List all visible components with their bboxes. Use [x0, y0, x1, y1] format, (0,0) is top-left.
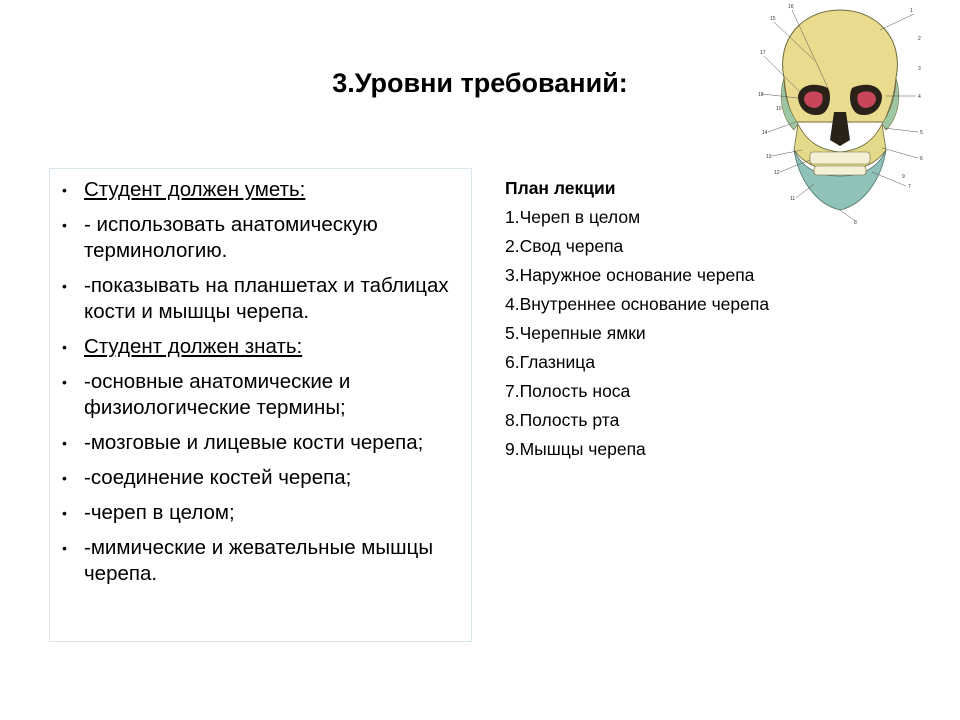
skull-number-label: 9	[902, 174, 905, 180]
lower-teeth	[814, 166, 866, 175]
requirement-text: -мозговые и лицевые кости черепа;	[84, 431, 424, 454]
bullet-icon: •	[62, 374, 67, 390]
lecture-plan-item: 4.Внутреннее основание черепа	[505, 294, 770, 314]
skull-number-label: 13	[766, 154, 772, 160]
requirements-list	[50, 169, 471, 587]
requirement-item	[50, 369, 471, 421]
skull-number-label: 18	[758, 92, 764, 98]
skull-number-label: 7	[908, 184, 911, 190]
bullet-icon: •	[62, 540, 67, 556]
lecture-plan-title: План лекции	[505, 178, 616, 198]
requirement-text: Студент должен уметь:	[84, 178, 306, 201]
skull-number-label: 1	[910, 8, 913, 14]
skull-number-label: 4	[918, 94, 921, 100]
bullet-icon: •	[62, 435, 67, 451]
lecture-plan-item: 1.Череп в целом	[505, 207, 641, 227]
requirement-item	[50, 535, 471, 587]
teeth-row	[810, 152, 870, 164]
requirement-text: -мимические и жевательные мышцы черепа.	[84, 536, 434, 585]
lecture-plan-item: 9.Мышцы черепа	[505, 439, 646, 459]
skull-number-label: 15	[770, 16, 776, 22]
skull-illustration	[754, 0, 924, 228]
requirement-text: -соединение костей черепа;	[84, 466, 352, 489]
requirement-item	[50, 465, 471, 491]
requirement-text: -основные анатомические и физиологические термины;	[84, 370, 351, 419]
lecture-plan-item: 8.Полость рта	[505, 410, 620, 430]
bullet-icon: •	[62, 278, 67, 294]
skull-number-label: 2	[918, 36, 921, 42]
skull-number-label: 6	[920, 156, 923, 162]
skull-number-label: 10	[776, 106, 782, 112]
requirement-text: -показывать на планшетах и таблицах кости и мышцы черепа.	[84, 274, 449, 323]
requirement-text: - использовать анатомическую терминологию.	[84, 213, 378, 262]
skull-number-label: 8	[854, 220, 857, 226]
slide-title: 3.Уровни требований:	[332, 68, 628, 98]
lecture-plan-item: 5.Черепные ямки	[505, 323, 646, 343]
requirement-text: -череп в целом;	[84, 501, 235, 524]
requirements-box	[49, 168, 472, 642]
skull-number-label: 17	[760, 50, 766, 56]
lecture-plan-item: 6.Глазница	[505, 352, 596, 372]
lecture-plan-list	[505, 203, 805, 464]
lecture-plan-item: 7.Полость носа	[505, 381, 631, 401]
requirement-item	[50, 500, 471, 526]
lecture-plan-item: 2.Свод черепа	[505, 236, 624, 256]
skull-number-label: 3	[918, 66, 921, 72]
requirement-text: Студент должен знать:	[84, 335, 303, 358]
bullet-icon: •	[62, 217, 67, 233]
bullet-icon: •	[62, 182, 67, 198]
requirement-heading	[50, 334, 471, 360]
skull-number-label: 14	[762, 130, 768, 136]
skull-number-label: 11	[790, 196, 796, 202]
requirement-heading	[50, 177, 471, 203]
bullet-icon: •	[62, 339, 67, 355]
skull-number-label: 5	[920, 130, 923, 136]
requirement-item	[50, 212, 471, 264]
skull-number-label: 16	[788, 4, 794, 10]
skull-number-label: 12	[774, 170, 780, 176]
requirement-item	[50, 430, 471, 456]
requirement-item	[50, 273, 471, 325]
bullet-icon: •	[62, 505, 67, 521]
bullet-icon: •	[62, 470, 67, 486]
lecture-plan-item: 3.Наружное основание черепа	[505, 265, 755, 285]
